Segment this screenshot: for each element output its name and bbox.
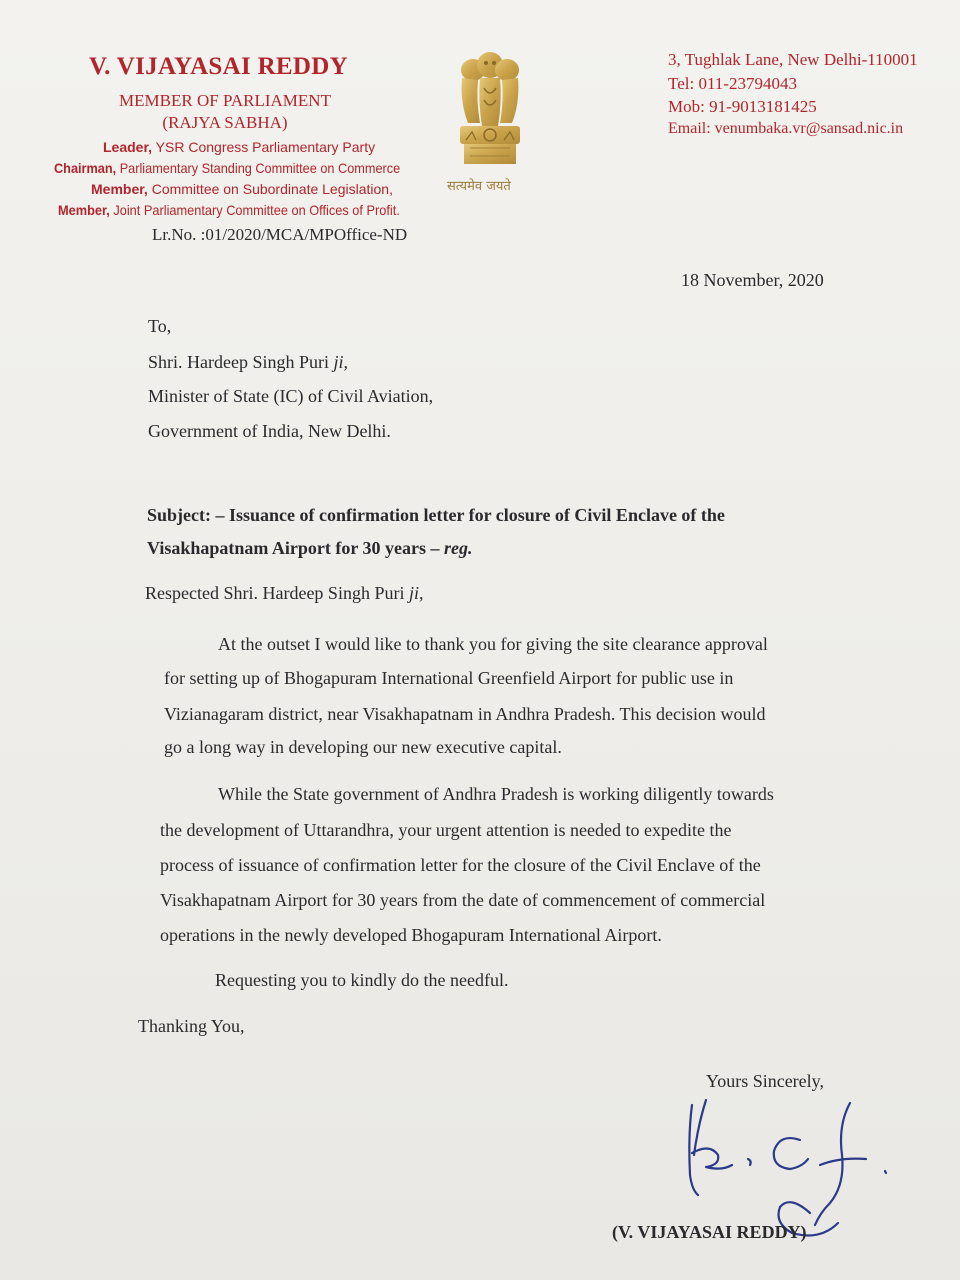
- sender-role-3: Member, Committee on Subordinate Legislation,: [91, 181, 393, 197]
- sender-title: MEMBER OF PARLIAMENT: [119, 91, 331, 110]
- signatory-name: (V. VIJAYASAI REDDY): [612, 1222, 807, 1242]
- paragraph-2-line-1: While the State government of Andhra Pradesh is working diligently towards: [218, 784, 774, 804]
- recipient-designation: Minister of State (IC) of Civil Aviation,: [148, 386, 434, 406]
- sender-address: 3, Tughlak Lane, New Delhi-110001: [668, 50, 918, 69]
- sign-off: Yours Sincerely,: [706, 1071, 825, 1091]
- subject-line-1: Subject: – Issuance of confirmation letter for closure of Civil Enclave of the: [147, 505, 725, 525]
- sender-mobile: Mob: 91-9013181425: [668, 97, 817, 116]
- recipient-office: Government of India, New Delhi.: [148, 421, 391, 441]
- sender-house: (RAJYA SABHA): [162, 113, 288, 132]
- sender-role-1: Leader, YSR Congress Parliamentary Party: [103, 139, 376, 155]
- paragraph-1-line-2: for setting up of Bhogapuram International Greenfield Airport for public use in: [164, 668, 734, 688]
- recipient-name: Shri. Hardeep Singh Puri ji,: [148, 352, 348, 372]
- sender-name: V. VIJAYASAI REDDY: [89, 53, 348, 80]
- paragraph-2-line-4: Visakhapatnam Airport for 30 years from the date of commencement of commercial: [160, 890, 766, 910]
- request-line: Requesting you to kindly do the needful.: [215, 970, 509, 990]
- sender-telephone: Tel: 011-23794043: [668, 74, 797, 93]
- sender-role-2: Chairman, Parliamentary Standing Committee on Commerce: [54, 160, 401, 176]
- emblem-motto: सत्यमेव जयते: [447, 179, 511, 194]
- paragraph-1-line-1: At the outset I would like to thank you for giving the site clearance approval: [218, 634, 768, 654]
- sender-role-4: Member, Joint Parliamentary Committee on Offices of Profit.: [58, 202, 400, 218]
- closing-line: Thanking You,: [138, 1016, 245, 1036]
- sender-email: Email: venumbaka.vr@sansad.nic.in: [668, 120, 904, 137]
- recipient-to: To,: [148, 316, 172, 336]
- paragraph-2-line-2: the development of Uttarandhra, your urgent attention is needed to expedite the: [160, 820, 732, 840]
- paragraph-2-line-3: process of issuance of confirmation letter for the closure of the Civil Enclave of the: [160, 855, 761, 875]
- salutation: Respected Shri. Hardeep Singh Puri ji,: [145, 583, 424, 603]
- subject-line-2: Visakhapatnam Airport for 30 years – reg.: [147, 538, 473, 558]
- paragraph-1-line-4: go a long way in developing our new executive capital.: [164, 737, 562, 757]
- reference-number: Lr.No. :01/2020/MCA/MPOffice-ND: [152, 225, 408, 244]
- paragraph-2-line-5: operations in the newly developed Bhogapuram International Airport.: [160, 925, 662, 945]
- paragraph-1-line-3: Vizianagaram district, near Visakhapatnam in Andhra Pradesh. This decision would: [164, 704, 766, 724]
- letter-date: 18 November, 2020: [681, 270, 824, 290]
